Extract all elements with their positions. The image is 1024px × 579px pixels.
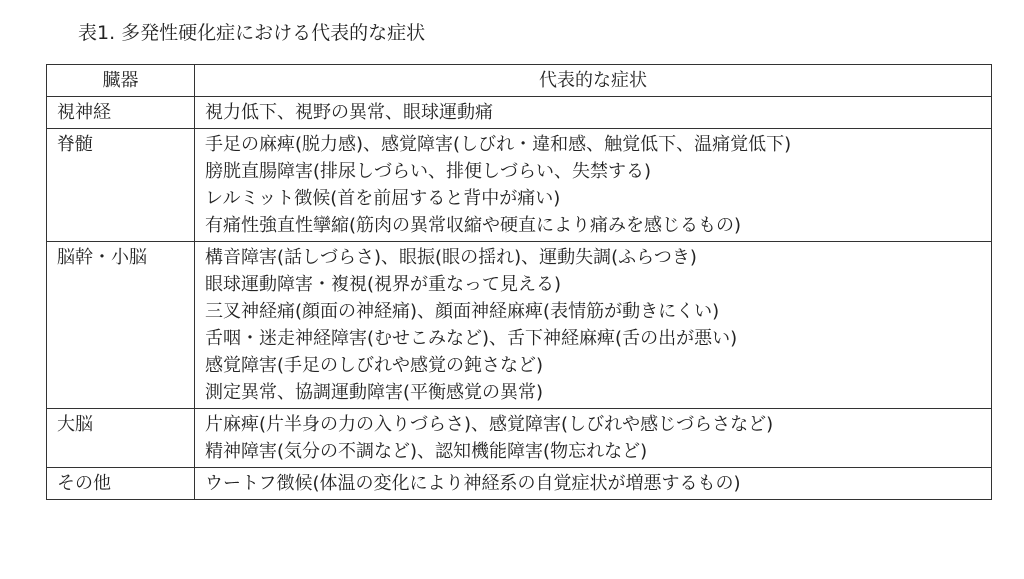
symptom-line: 眼球運動障害・複視(視界が重なって見える) — [205, 274, 562, 295]
table-row — [47, 409, 992, 468]
table-header-row — [47, 65, 992, 97]
organ-cell: 大脳 — [47, 409, 195, 468]
symptom-line: 感覚障害(手足のしびれや感覚の鈍さなど) — [205, 355, 544, 376]
symptom-line: 測定異常、協調運動障害(平衡感覚の異常) — [205, 382, 544, 403]
symptom-line: 有痛性強直性攣縮(筋肉の異常収縮や硬直により痛みを感じるもの) — [205, 215, 742, 236]
organ-cell: 脊髄 — [47, 129, 195, 242]
symptoms-cell — [195, 97, 992, 129]
symptoms-cell — [195, 468, 992, 500]
symptoms-cell — [195, 409, 992, 468]
symptoms-cell — [195, 129, 992, 242]
symptoms-cell — [195, 242, 992, 409]
symptom-line: 舌咽・迷走神経障害(むせこみなど)、舌下神経麻痺(舌の出が悪い) — [205, 328, 738, 349]
header-organ: 臓器 — [47, 65, 195, 97]
symptom-line: 視力低下、視野の異常、眼球運動痛 — [205, 102, 493, 123]
table-row — [47, 129, 992, 242]
symptom-line: 膀胱直腸障害(排尿しづらい、排便しづらい、失禁する) — [205, 161, 652, 182]
symptom-line: 構音障害(話しづらさ)、眼振(眼の揺れ)、運動失調(ふらつき) — [205, 247, 697, 268]
organ-cell: その他 — [47, 468, 195, 500]
symptom-line: ウートフ徴候(体温の変化により神経系の自覚症状が増悪するもの) — [205, 473, 741, 494]
table-row — [47, 468, 992, 500]
table-row — [47, 97, 992, 129]
header-symptoms: 代表的な症状 — [195, 65, 992, 97]
symptom-line: 三叉神経痛(顔面の神経痛)、顔面神経麻痺(表情筋が動きにくい) — [205, 301, 720, 322]
table-caption: 表1. 多発性硬化症における代表的な症状 — [78, 22, 426, 44]
symptom-line: レルミット徴候(首を前屈すると背中が痛い) — [205, 188, 561, 209]
symptom-line: 精神障害(気分の不調など)、認知機能障害(物忘れなど) — [205, 441, 648, 462]
organ-cell: 脳幹・小脳 — [47, 242, 195, 409]
symptom-line: 片麻痺(片半身の力の入りづらさ)、感覚障害(しびれや感じづらさなど) — [205, 414, 774, 435]
symptoms-table — [46, 64, 992, 500]
symptom-line: 手足の麻痺(脱力感)、感覚障害(しびれ・違和感、触覚低下、温痛覚低下) — [205, 134, 792, 155]
organ-cell: 視神経 — [47, 97, 195, 129]
table-row — [47, 242, 992, 409]
